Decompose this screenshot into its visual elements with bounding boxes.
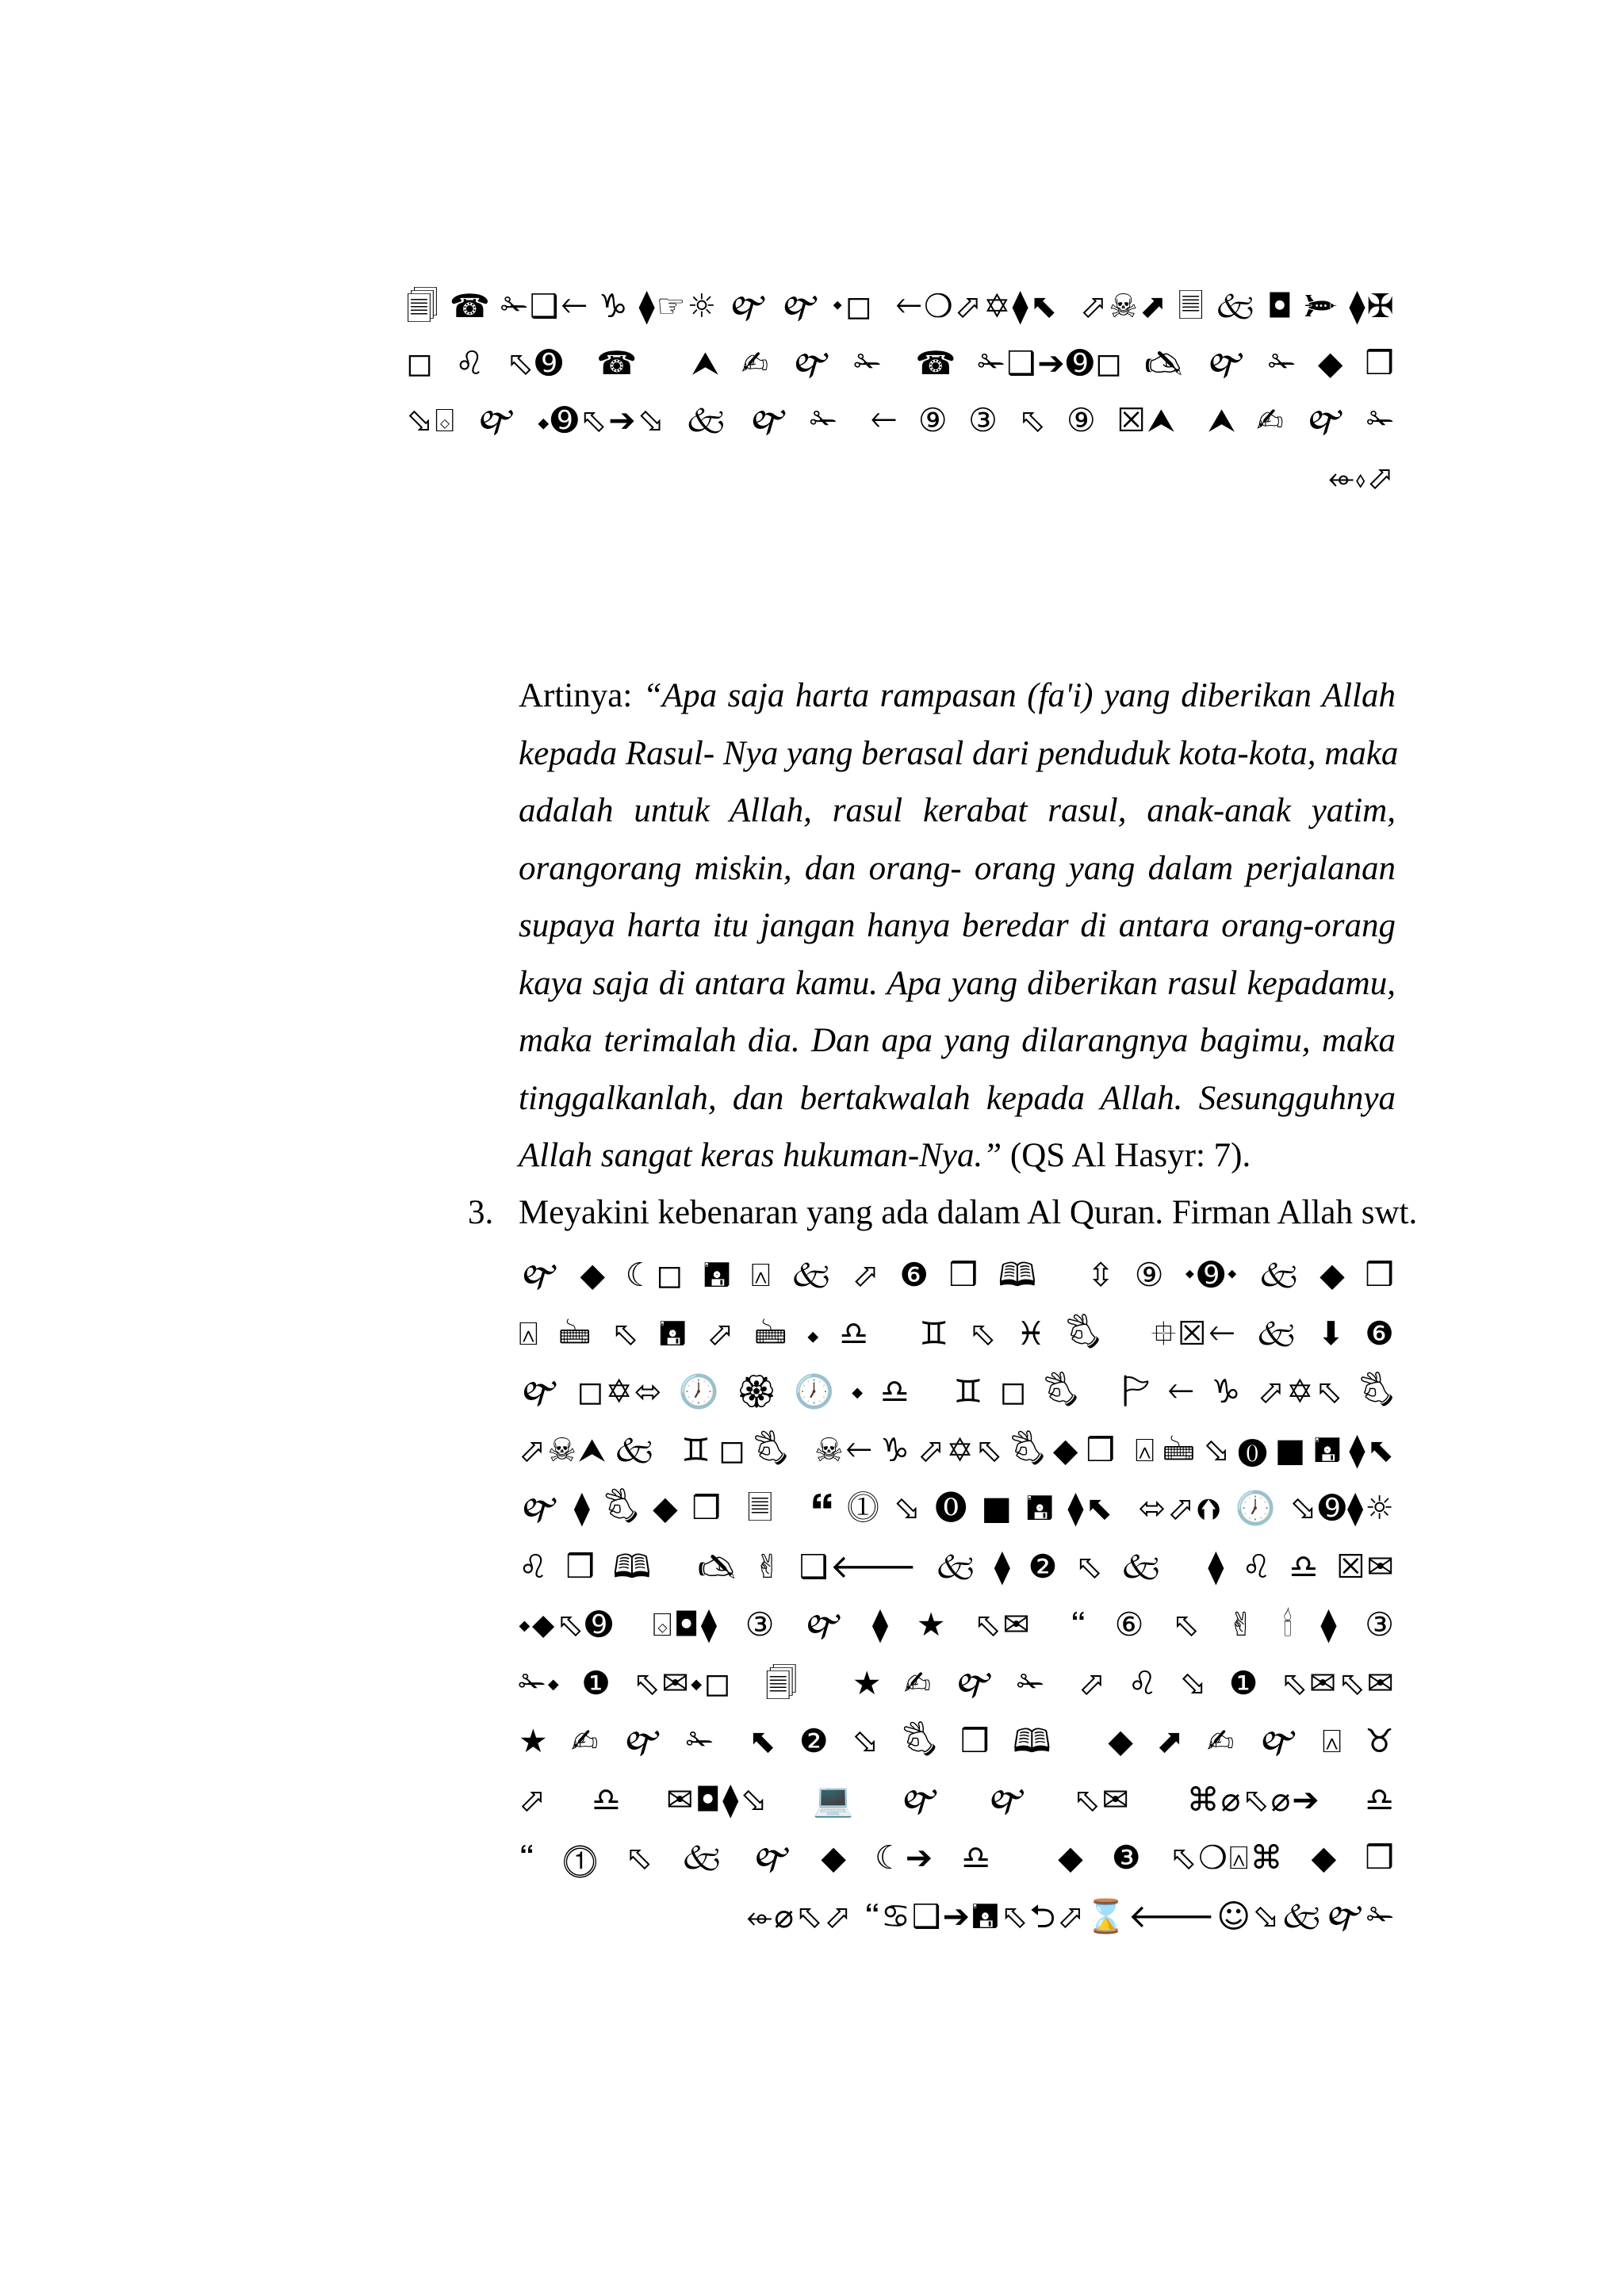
arabic-verse-line: ⬂⌺🙰⬩➒⬁➔⬂🙵🙰✁ 🡐⑨③⬁⑨☒⮝ ⮝✍🙰✁ [406, 401, 1396, 439]
arabic-verse-line: 🙰◻✡⬄🕖🏵🕖⬩♎ ♊◻🖏 🏱🡐♑⬀✡⬁🖏 [519, 1372, 1396, 1410]
citation: (QS Al Hasyr: 7). [1009, 1137, 1251, 1174]
arabic-verse-line: ✁⬩❶⬁✉⬩◻ 🗐 ★✍🙰✁ ⬀♌⬂❶⬁✉⬁✉ [519, 1663, 1396, 1702]
arabic-verse-2 [519, 1246, 1396, 1946]
translation-line: supaya harta itu jangan hanya beredar di antara orang-orang [519, 907, 1396, 944]
arabic-verse-line: ⬰⬫⬀ [1327, 458, 1396, 496]
arabic-verse-line: ⬀☠⮝🙵 ♊◻🖏 ☠🡐♑⬀✡⬁🖏◆❒ ⍓🖮⬂⓿■🖪⧫⬉ [519, 1430, 1396, 1469]
arabic-verse-line: 🙰⧫🖏◆❒ 🗏 🙶⓵⬂⓿■🖪⧫⬉ ⬄⬀⮉🕖⬂➒⧫☼ [519, 1489, 1396, 1527]
arabic-verse-line: ⬰⌀⬁⬀ 🙶♋❑➔🖪⬁⮌⬀⌛🡐☺⬂🙵🙰✁ [746, 1896, 1396, 1935]
arabic-verse-line: ★✍🙰✁ ⬉❷⬂🖏❒🕮 ◆⬈✍🙰⍓♉ [519, 1722, 1396, 1760]
arabic-verse-line: ⬩⬥⬁➒ ⌺◘⧫③🙰⧫★⬁✉ 🙶⑥⬁✌🕯⧫③ [519, 1605, 1396, 1644]
translation-line: kepada Rasul- Nya yang berasal dari penduduk kota-kota, maka [519, 734, 1399, 772]
translation-line: adalah untuk Allah, rasul kerabat rasul, anak-anak yatim, [519, 792, 1396, 829]
arabic-verse-line: 🙰◆☾◻🖪⍓🙵⬀❻❒🕮 ⇳⑨⬩➒⬩🙵◆❒ [519, 1256, 1396, 1294]
translation-line: tinggalkanlah, dan bertakwalah kepada Allah. Sesungguhnya [519, 1079, 1396, 1117]
arabic-verse-line: 🙶⓵⬁🙵🙰◆☾➔♎ ◆❸⬁❍⍓⌘◆❒ [519, 1839, 1396, 1877]
translation-line: maka terimalah dia. Dan apa yang dilarangnya bagimu, maka [519, 1022, 1396, 1059]
list-item-3 [468, 1184, 1418, 1242]
arabic-verse-line: ⍓🖮⬁🖪⬀🖮⬩♎ ♊⬁♓🖏 ⯐☒🡐🙵⬇❻ [519, 1314, 1396, 1353]
arabic-verse-line: ⬀♎✉◘⧫⬂💻🙰🙰⬁✉ ⌘⌀⬁⌀➔♎ [519, 1780, 1396, 1819]
arabic-verse-line: ◻♌⬁➒ ☎ ⮝✍🙰✁ ☎✁❑➔➒◻🖎🙰✁◆❒ [406, 344, 1396, 382]
translation-line: Allah sangat keras hukuman-Nya.” (QS Al Hasyr: 7). [519, 1137, 1251, 1174]
list-number: 3. [468, 1194, 494, 1231]
translation-line: orangorang miskin, dan orang- orang yang dalam perjalanan [519, 849, 1396, 887]
translation-line: Artinya: “Apa saja harta rampasan (fa'i) yang diberikan Allah [519, 677, 1396, 714]
translation-paragraph [519, 668, 1399, 1185]
list-item-text: Meyakini kebenaran yang ada dalam Al Quran. Firman Allah swt. [519, 1194, 1418, 1231]
translation-line: kaya saja di antara kamu. Apa yang diberikan rasul kepadamu, [519, 964, 1396, 1002]
arabic-verse-line: 🗐☎✁❑🡐♑⧫☞☼🙰🙰⬩◻ 🡐❍⬀✡⧫⬉ ⬀☠⬈🗏🙵◘🙮⧫✠ [406, 287, 1396, 325]
arabic-verse-line: ♌❒🕮 🖎✌❑🡐🙵⧫❷⬁🙵 ⧫♌♎☒✉ [519, 1547, 1396, 1586]
translation-label: Artinya: [519, 677, 633, 714]
arabic-verse-1 [406, 277, 1396, 506]
